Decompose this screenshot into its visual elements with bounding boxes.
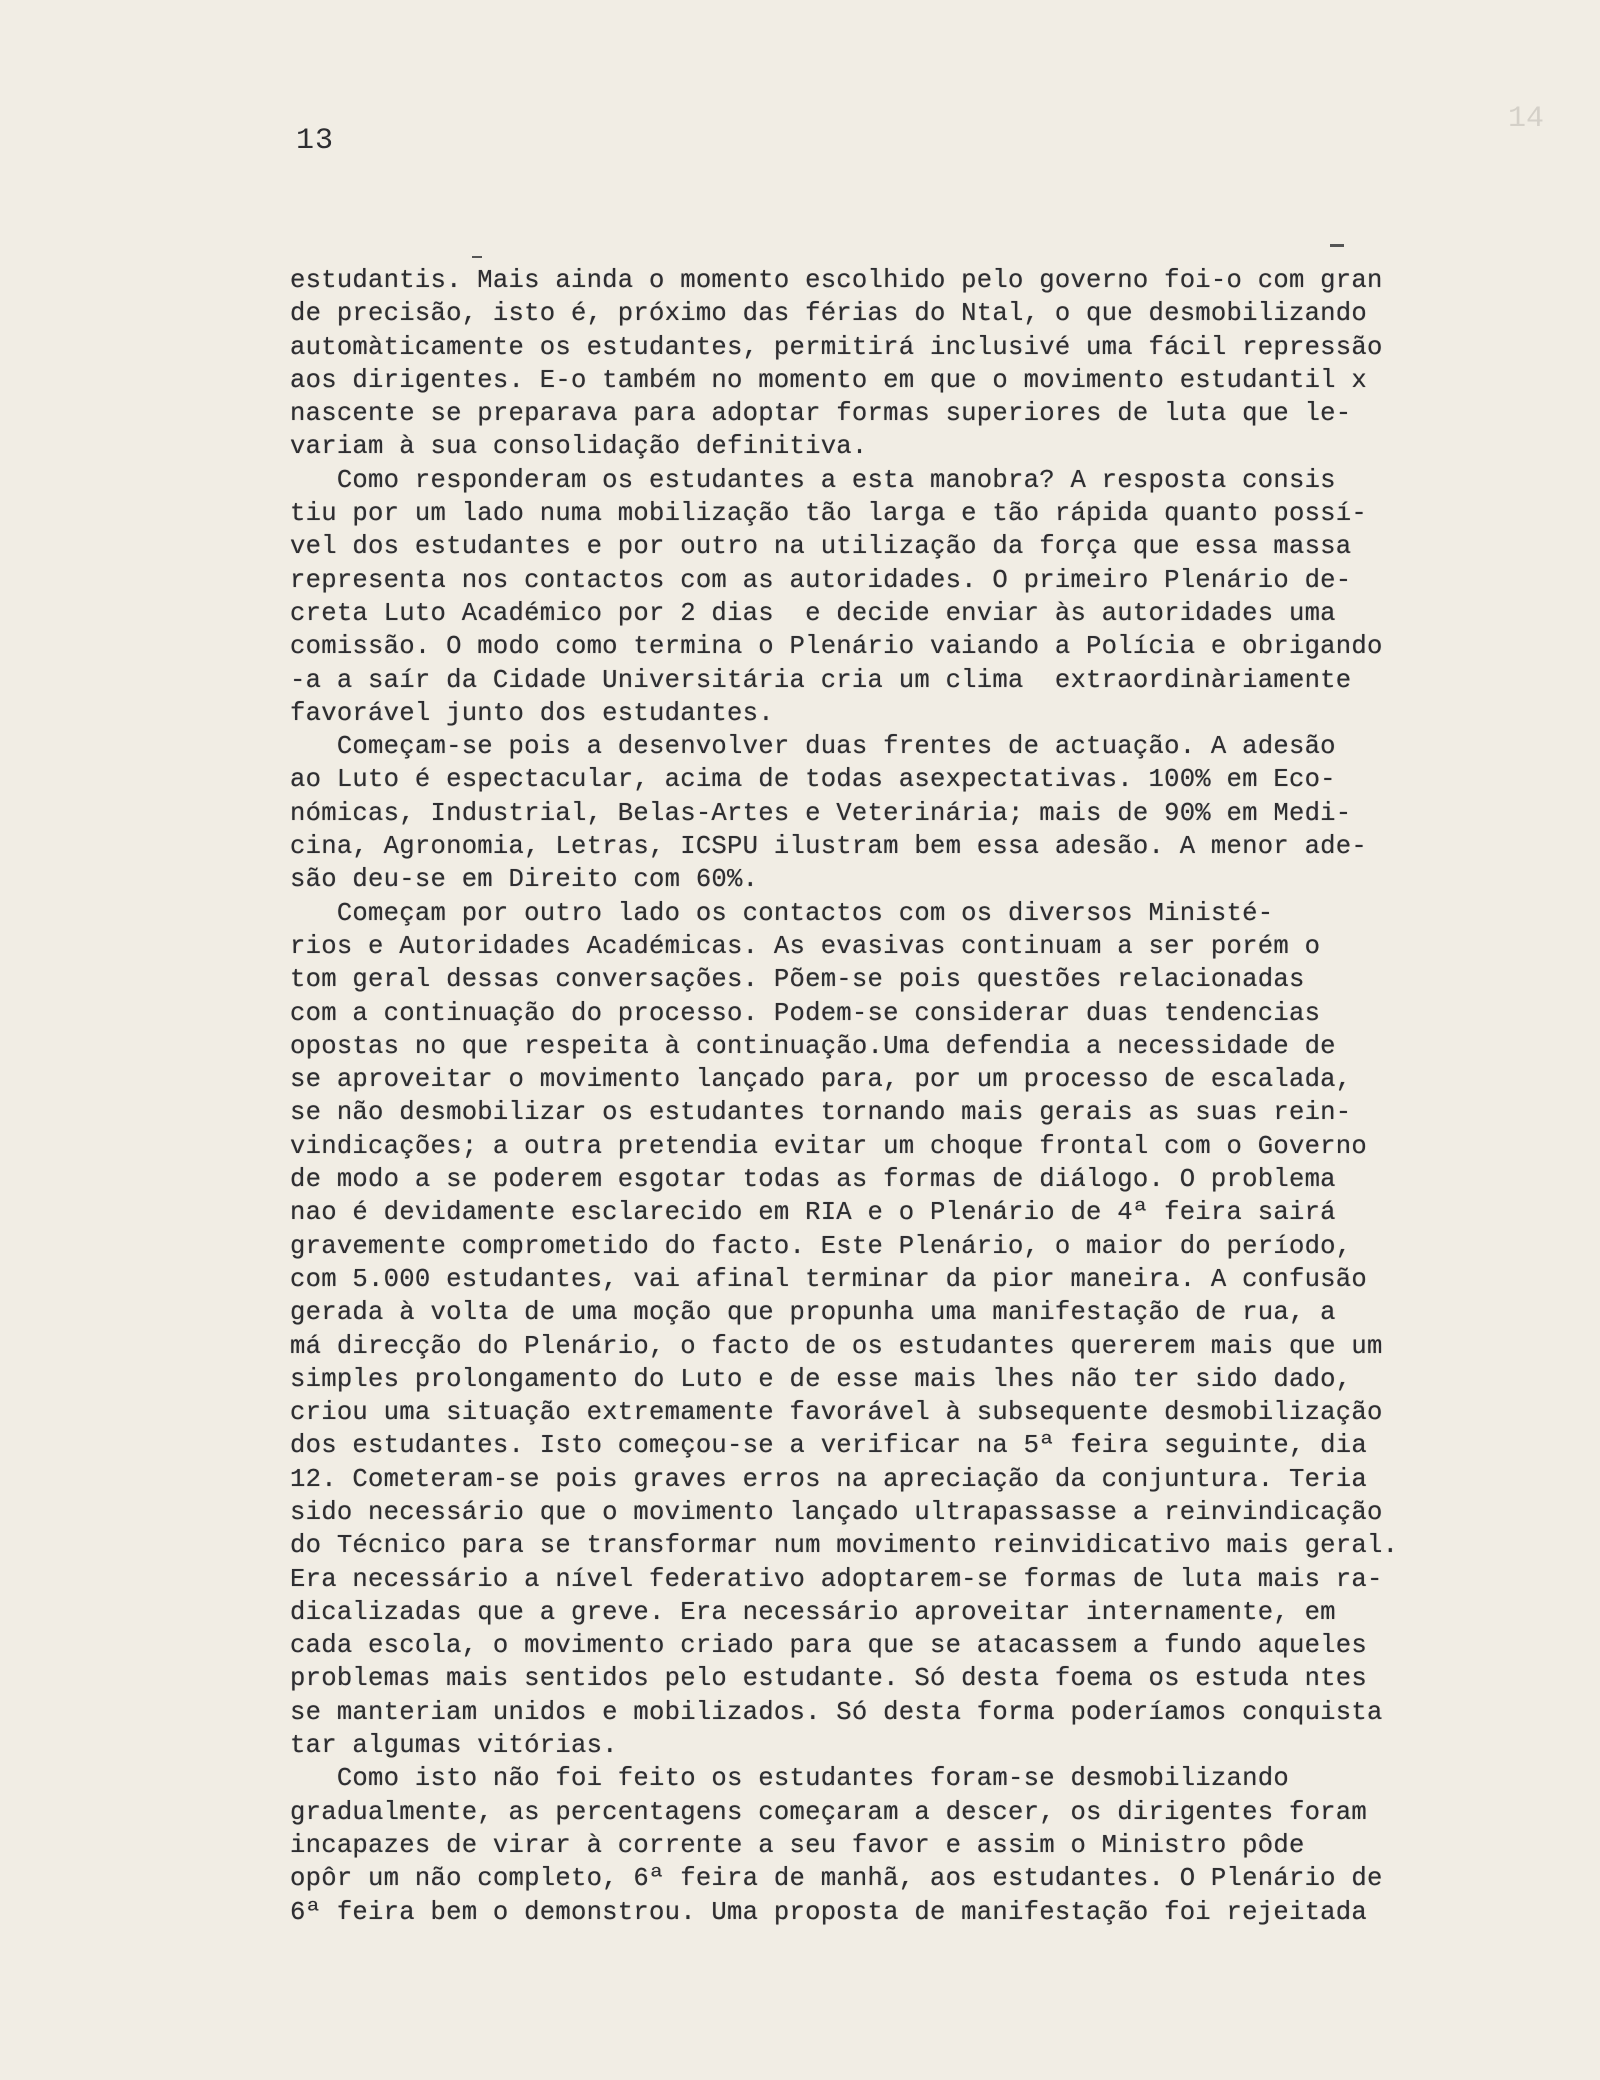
text-line: variam à sua consolidação definitiva.: [290, 432, 868, 462]
bleed-through-page-number: 14: [1508, 102, 1545, 136]
text-line: favorável junto dos estudantes.: [290, 698, 774, 728]
text-line: tiu por um lado numa mobilização tão larga e tão rápida quanto possí-: [290, 499, 1368, 529]
text-line: tar algumas vitórias.: [290, 1731, 618, 1761]
text-line: de precisão, isto é, próximo das férias do Ntal, o que desmobilizando: [290, 299, 1368, 329]
stray-mark: [472, 256, 482, 258]
text-line: do Técnico para se transformar num movimento reinvidicativo mais geral.: [290, 1531, 1399, 1561]
text-line: opostas no que respeita à continuação.Uma defendia a necessidade de: [290, 1031, 1336, 1061]
text-line: Começam por outro lado os contactos com os diversos Ministé-: [290, 898, 1274, 928]
text-line: são deu-se em Direito com 60%.: [290, 865, 759, 895]
text-line: cina, Agronomia, Letras, ICSPU ilustram bem essa adesão. A menor ade-: [290, 832, 1368, 862]
text-line: gerada à volta de uma moção que propunha uma manifestação de rua, a: [290, 1298, 1336, 1328]
text-line: Era necessário a nível federativo adoptarem-se formas de luta mais ra-: [290, 1564, 1383, 1594]
text-line: de modo a se poderem esgotar todas as formas de diálogo. O problema: [290, 1165, 1336, 1195]
text-line: Como isto não foi feito os estudantes foram-se desmobilizando: [290, 1764, 1289, 1794]
text-line: vel dos estudantes e por outro na utilização da força que essa massa: [290, 532, 1352, 562]
text-line: representa nos contactos com as autoridades. O primeiro Plenário de-: [290, 565, 1352, 595]
text-line: rios e Autoridades Académicas. As evasivas continuam a ser porém o: [290, 931, 1321, 961]
text-line: incapazes de virar à corrente a seu favor e assim o Ministro pôde: [290, 1830, 1305, 1860]
text-line: simples prolongamento do Luto e de esse mais lhes não ter sido dado,: [290, 1364, 1352, 1394]
text-line: dicalizadas que a greve. Era necessário aproveitar internamente, em: [290, 1597, 1336, 1627]
text-line: nómicas, Industrial, Belas-Artes e Veterinária; mais de 90% em Medi-: [290, 798, 1352, 828]
text-line: Como responderam os estudantes a esta manobra? A resposta consis: [290, 465, 1336, 495]
text-line: se manteriam unidos e mobilizados. Só desta forma poderíamos conquista: [290, 1697, 1383, 1727]
text-line: cada escola, o movimento criado para que se atacassem a fundo aqueles: [290, 1631, 1368, 1661]
text-line: estudantis. Mais ainda o momento escolhido pelo governo foi-o com gran: [290, 266, 1383, 295]
text-line: automàticamente os estudantes, permitirá inclusivé uma fácil repressão: [290, 332, 1383, 362]
text-line: se aproveitar o movimento lançado para, por um processo de escalada,: [290, 1065, 1352, 1095]
text-line: aos dirigentes. E-o também no momento em que o movimento estudantil x: [290, 365, 1368, 395]
text-line: se não desmobilizar os estudantes tornando mais gerais as suas rein-: [290, 1098, 1352, 1128]
text-line: nascente se preparava para adoptar formas superiores de luta que le-: [290, 399, 1352, 429]
typed-body-text: [290, 264, 1542, 1929]
text-line: tom geral dessas conversações. Põem-se pois questões relacionadas: [290, 965, 1305, 995]
text-line: criou uma situação extremamente favorável à subsequente desmobilização: [290, 1398, 1383, 1428]
text-line: gravemente comprometido do facto. Este Plenário, o maior do período,: [290, 1231, 1352, 1261]
text-line: má direcção do Plenário, o facto de os estudantes quererem mais que um: [290, 1331, 1383, 1361]
text-line: 6ª feira bem o demonstrou. Uma proposta de manifestação foi rejeitada: [290, 1897, 1368, 1927]
text-line: creta Luto Académico por 2 dias e decide enviar às autoridades uma: [290, 598, 1336, 628]
text-line: Começam-se pois a desenvolver duas frentes de actuação. A adesão: [290, 732, 1336, 762]
text-line: -a a saír da Cidade Universitária cria um clima extraordinàriamente: [290, 665, 1352, 695]
text-line: nao é devidamente esclarecido em RIA e o Plenário de 4ª feira sairá: [290, 1198, 1336, 1228]
text-line: comissão. O modo como termina o Plenário vaiando a Polícia e obrigando: [290, 632, 1383, 662]
stray-mark: [1330, 244, 1344, 247]
text-line: problemas mais sentidos pelo estudante. Só desta foema os estuda ntes: [290, 1664, 1368, 1694]
text-line: ao Luto é espectacular, acima de todas asexpectativas. 100% em Eco-: [290, 765, 1336, 795]
text-line: com 5.000 estudantes, vai afinal terminar da pior maneira. A confusão: [290, 1264, 1368, 1294]
text-line: sido necessário que o movimento lançado ultrapassasse a reinvindicação: [290, 1497, 1383, 1527]
text-line: vindicações; a outra pretendia evitar um choque frontal com o Governo: [290, 1131, 1368, 1161]
text-line: 12. Cometeram-se pois graves erros na apreciação da conjuntura. Teria: [290, 1464, 1368, 1494]
text-line: gradualmente, as percentagens começaram a descer, os dirigentes foram: [290, 1797, 1368, 1827]
text-line: com a continuação do processo. Podem-se considerar duas tendencias: [290, 998, 1321, 1028]
text-line: dos estudantes. Isto começou-se a verificar na 5ª feira seguinte, dia: [290, 1431, 1368, 1461]
page-number: 13: [296, 124, 335, 158]
text-line: opôr um não completo, 6ª feira de manhã, aos estudantes. O Plenário de: [290, 1864, 1383, 1894]
